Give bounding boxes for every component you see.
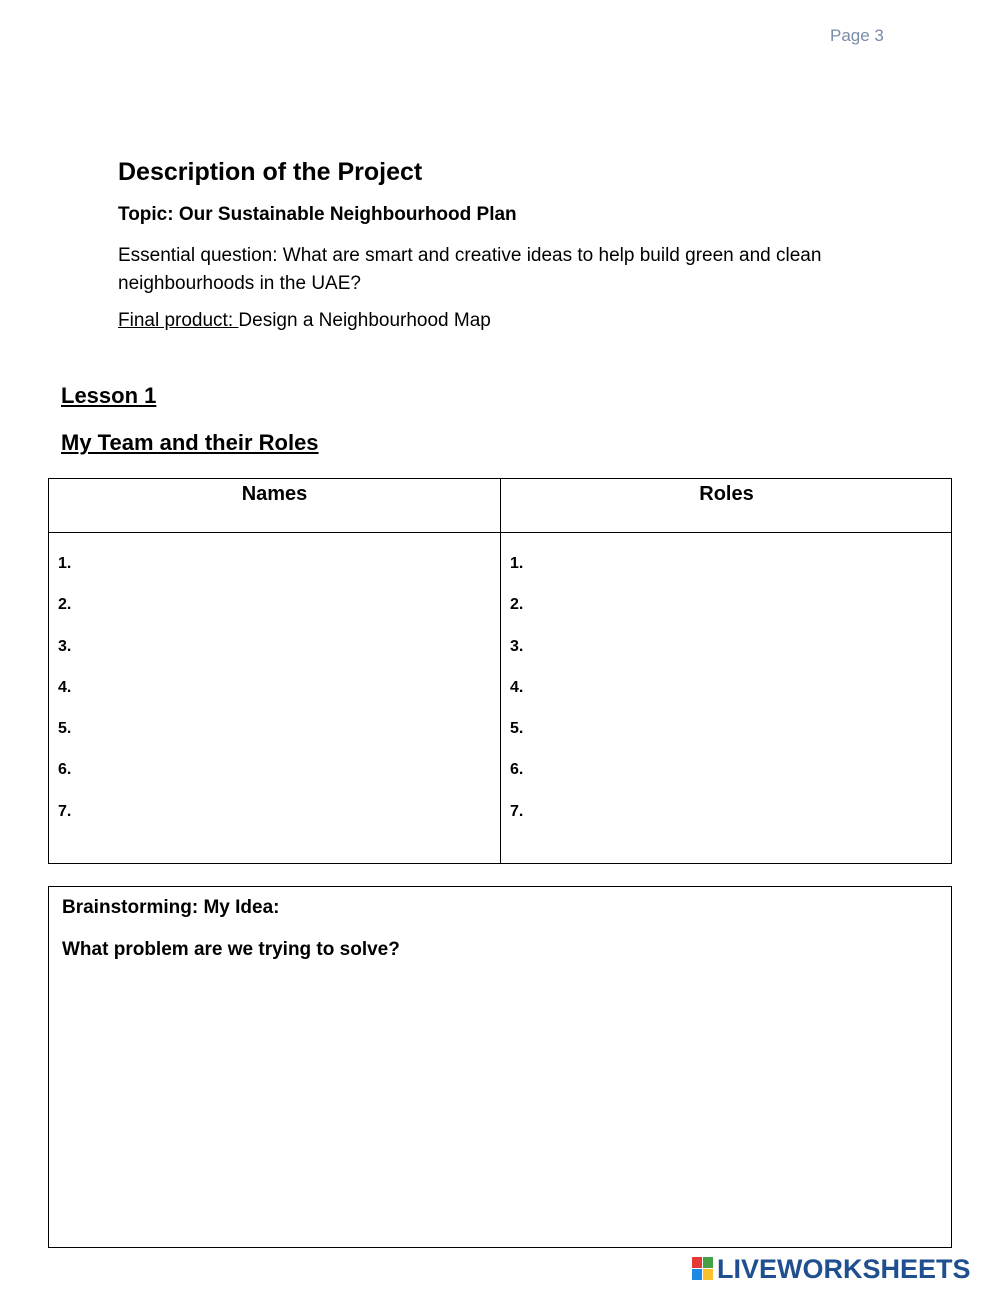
table-header-divider — [49, 532, 951, 533]
page-number: Page 3 — [830, 26, 884, 45]
lesson-title: Lesson 1 — [61, 383, 157, 408]
final-product-label: Final product: — [118, 310, 239, 331]
name-entry[interactable]: 4. — [58, 678, 72, 696]
table-column-divider — [500, 479, 501, 863]
role-entry[interactable]: 4. — [510, 678, 524, 696]
role-entry[interactable]: 6. — [510, 761, 524, 779]
final-product-value: Design a Neighbourhood Map — [238, 310, 491, 331]
brainstorming-title: Brainstorming: My Idea: — [62, 897, 280, 918]
team-roles-table — [48, 478, 952, 864]
liveworksheets-logo — [692, 1254, 971, 1284]
name-entry[interactable]: 6. — [58, 761, 72, 779]
role-entry[interactable]: 7. — [510, 802, 524, 820]
name-entry[interactable]: 3. — [58, 637, 72, 655]
role-entry[interactable]: 1. — [510, 555, 524, 572]
role-entry[interactable]: 3. — [510, 637, 524, 655]
brainstorming-box[interactable] — [48, 886, 952, 1248]
team-heading: My Team and their Roles — [61, 430, 319, 455]
names-list — [58, 555, 71, 844]
name-entry[interactable]: 7. — [58, 802, 72, 820]
project-description — [118, 158, 878, 332]
final-product — [118, 310, 878, 332]
roles-list — [510, 555, 523, 844]
names-column-header: Names — [241, 483, 308, 505]
name-entry[interactable]: 1. — [58, 555, 72, 572]
role-entry[interactable]: 5. — [510, 720, 524, 738]
essential-question: Essential question: What are smart and creative ideas to help build green and clean neighbourhoods in the UAE? — [118, 245, 822, 294]
brainstorming-question: What problem are we trying to solve? — [62, 939, 400, 960]
role-entry[interactable]: 2. — [510, 596, 524, 614]
name-entry[interactable]: 2. — [58, 596, 72, 614]
logo-text: LIVEWORKSHEETS — [717, 1253, 971, 1284]
logo-blocks-icon — [692, 1257, 714, 1281]
roles-column-header: Roles — [699, 483, 754, 505]
topic-line: Topic: Our Sustainable Neighbourhood Plan — [118, 204, 517, 225]
description-title: Description of the Project — [118, 158, 423, 186]
name-entry[interactable]: 5. — [58, 720, 72, 738]
